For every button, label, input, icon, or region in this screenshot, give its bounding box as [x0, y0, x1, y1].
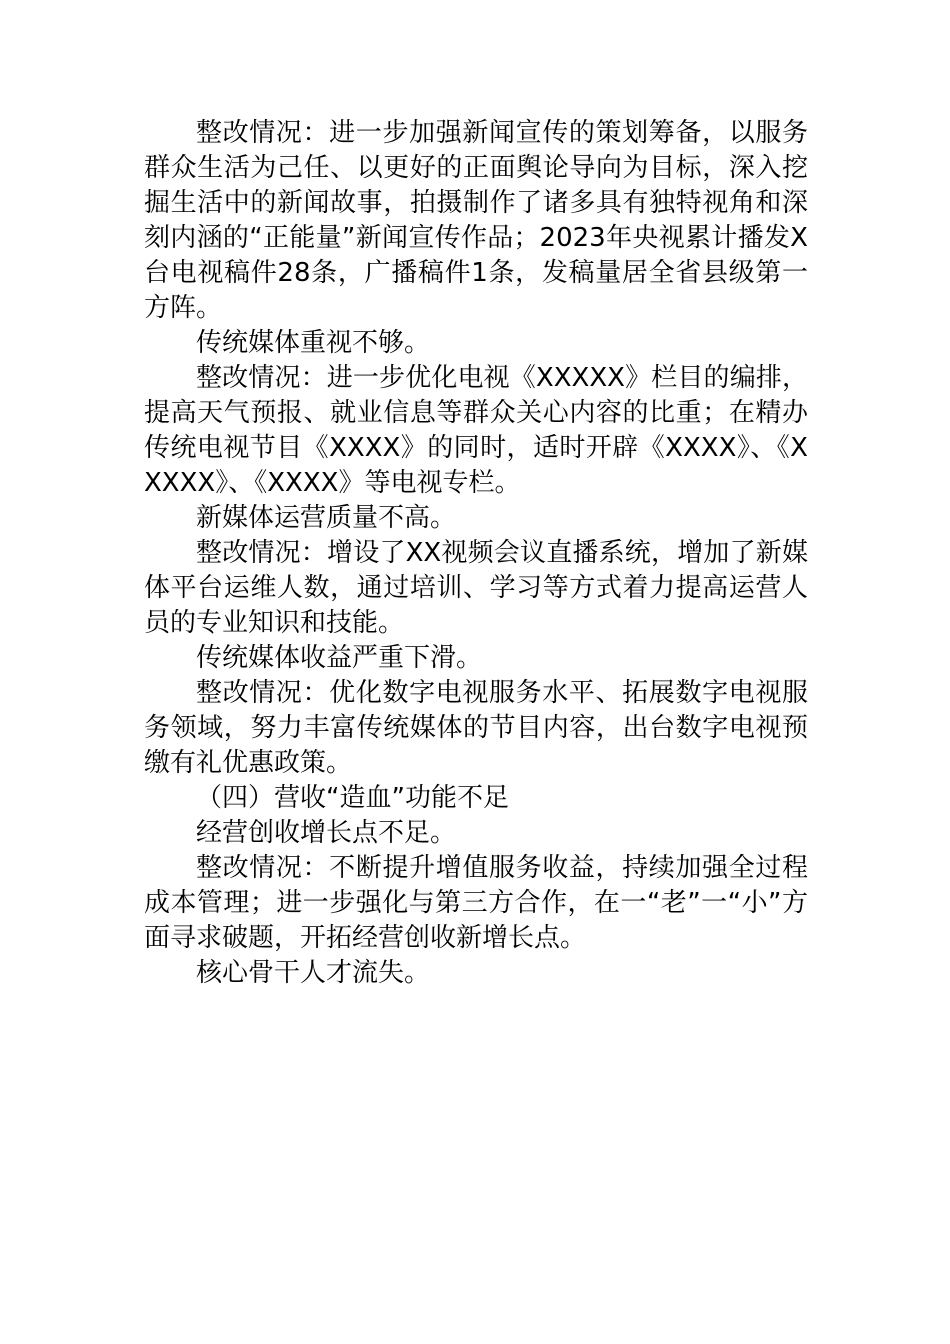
paragraph-issue-traditional-media: 传统媒体重视不够。: [196, 328, 431, 358]
paragraph-rectification-new-media: 整改情况：增设了XX视频会议直播系统，增加了新媒体平台运维人数，通过培训、学习等方式着力提高运营人员的专业知识和技能。: [144, 538, 808, 638]
paragraph-issue-growth-points: 经营创收增长点不足。: [196, 818, 457, 848]
paragraph-rectification-tv-programs: 整改情况：进一步优化电视《XXXXX》栏目的编排，提高天气预报、就业信息等群众关心内容的比重；在精办传统电视节目《XXXX》的同时，适时开辟《XXXX》、《XXXXX》、《XXXX》等电视专栏。: [144, 363, 808, 498]
document-page: [144, 116, 808, 991]
paragraph-issue-talent-loss: 核心骨干人才流失。: [196, 958, 431, 988]
paragraph-rectification-news: 整改情况：进一步加强新闻宣传的策划筹备，以服务群众生活为己任、以更好的正面舆论导向为目标，深入挖掘生活中的新闻故事，拍摄制作了诸多具有独特视角和深刻内涵的“正能量”新闻宣传作品；2023年央视累计播发X台电视稿件28条，广播稿件1条，发稿量居全省县级第一方阵。: [144, 118, 808, 323]
section-heading-four: （四）营收“造血”功能不足: [196, 783, 509, 813]
paragraph-rectification-digital-tv: 整改情况：优化数字电视服务水平、拓展数字电视服务领域，努力丰富传统媒体的节目内容，出台数字电视预缴有礼优惠政策。: [144, 678, 808, 778]
paragraph-issue-new-media: 新媒体运营质量不高。: [196, 503, 457, 533]
paragraph-issue-revenue-decline: 传统媒体收益严重下滑。: [196, 643, 483, 673]
paragraph-rectification-revenue: 整改情况：不断提升增值服务收益，持续加强全过程成本管理；进一步强化与第三方合作，在一“老”一“小”方面寻求破题，开拓经营创收新增长点。: [144, 853, 808, 953]
